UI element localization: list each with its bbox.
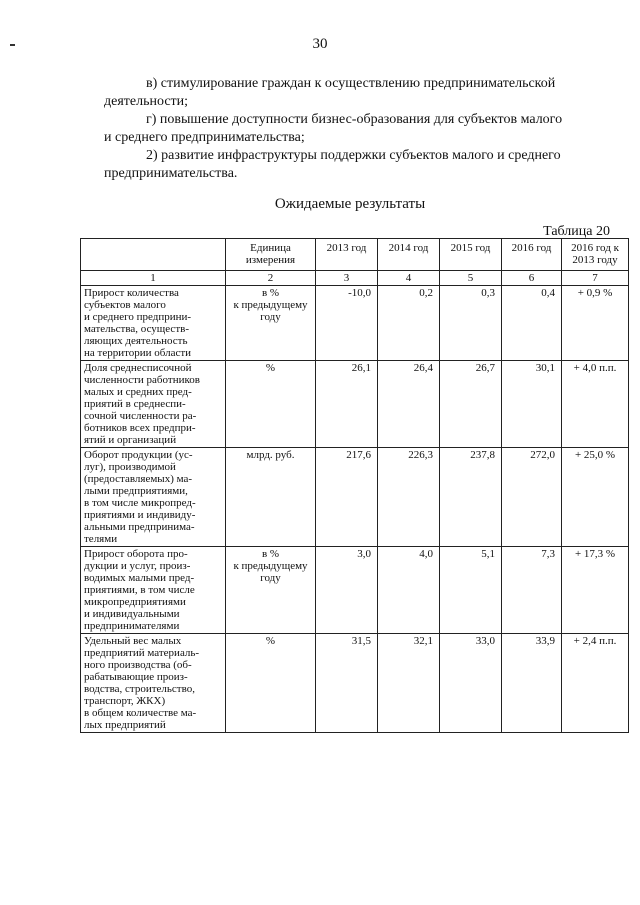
indicator-name-line: дукции и услуг, произ- bbox=[84, 560, 191, 572]
indicator-name-line: микропредприятиями bbox=[84, 596, 186, 608]
indicator-name-line: мательства, осуществ- bbox=[84, 323, 189, 335]
column-number: 5 bbox=[440, 271, 502, 286]
indicator-name-line: в общем количестве ма- bbox=[84, 707, 197, 719]
indicator-name-line: (предоставляемых) ма- bbox=[84, 473, 193, 485]
unit-line: в % bbox=[261, 548, 280, 560]
table-header-row bbox=[81, 239, 629, 271]
paragraph-line: деятельности; bbox=[104, 94, 189, 109]
indicator-name-line: субъектов малого bbox=[84, 299, 166, 311]
column-number: 2 bbox=[226, 271, 316, 286]
value-2013-cell: 26,1 bbox=[316, 361, 378, 448]
table-label: Таблица 20 bbox=[543, 224, 610, 239]
header-cell-2015: 2015 год bbox=[440, 239, 502, 271]
value-2014-cell: 4,0 bbox=[378, 547, 440, 634]
unit-line: году bbox=[260, 572, 281, 584]
column-number: 3 bbox=[316, 271, 378, 286]
indicator-name-cell bbox=[81, 286, 226, 361]
value-2015-cell: 237,8 bbox=[440, 448, 502, 547]
section-title: Ожидаемые результаты bbox=[274, 196, 426, 212]
table-row bbox=[81, 286, 629, 361]
indicator-name-line: ятий и организаций bbox=[84, 434, 177, 446]
indicator-name-line: ляющих деятельность bbox=[84, 335, 188, 347]
results-table bbox=[80, 238, 629, 733]
change-cell: + 25,0 % bbox=[562, 448, 629, 547]
indicator-name-cell bbox=[81, 634, 226, 733]
change-cell: + 2,4 п.п. bbox=[562, 634, 629, 733]
indicator-name-line: Доля среднесписочной bbox=[84, 362, 192, 374]
indicator-name-line: Прирост оборота про- bbox=[84, 548, 188, 560]
paragraph-line: и среднего предпринимательства; bbox=[104, 130, 305, 145]
indicator-name-cell bbox=[81, 448, 226, 547]
value-2015-cell: 33,0 bbox=[440, 634, 502, 733]
unit-cell bbox=[226, 286, 316, 361]
indicator-name-line: предпринимателями bbox=[84, 620, 180, 632]
value-2016-cell: 0,4 bbox=[502, 286, 562, 361]
header-cell-2013: 2013 год bbox=[316, 239, 378, 271]
value-2016-cell: 30,1 bbox=[502, 361, 562, 448]
header-cell-change: 2016 год к 2013 году bbox=[562, 239, 629, 271]
indicator-name-cell bbox=[81, 361, 226, 448]
table-number-row bbox=[81, 271, 629, 286]
change-cell: + 17,3 % bbox=[562, 547, 629, 634]
unit-line: к предыдущему bbox=[233, 560, 308, 572]
paragraph-v bbox=[104, 75, 604, 111]
unit-line: млрд. руб. bbox=[246, 449, 295, 461]
paragraph-line: предпринимательства. bbox=[104, 166, 238, 181]
indicator-name-line: ного производства (об- bbox=[84, 659, 192, 671]
table-row bbox=[81, 448, 629, 547]
indicator-name-line: альными предпринима- bbox=[84, 521, 195, 533]
unit-line: в % bbox=[261, 287, 280, 299]
value-2016-cell: 7,3 bbox=[502, 547, 562, 634]
indicator-name-line: и индивидуальными bbox=[84, 608, 180, 620]
column-number: 1 bbox=[81, 271, 226, 286]
value-2013-cell: 3,0 bbox=[316, 547, 378, 634]
indicator-name-line: на территории области bbox=[84, 347, 192, 359]
indicator-name-line: водимых малыми пред- bbox=[84, 572, 195, 584]
unit-line: году bbox=[260, 311, 281, 323]
value-2013-cell: 217,6 bbox=[316, 448, 378, 547]
paragraph-g bbox=[104, 111, 604, 147]
indicator-name-line: Прирост количества bbox=[84, 287, 179, 299]
header-cell-2016: 2016 год bbox=[502, 239, 562, 271]
indicator-name-line: Удельный вес малых bbox=[84, 635, 182, 647]
header-cell-indicator bbox=[81, 239, 226, 271]
unit-line: % bbox=[265, 362, 276, 374]
indicator-name-line: в том числе микропред- bbox=[84, 497, 196, 509]
indicator-name-line: лых предприятий bbox=[84, 719, 166, 731]
indicator-name-line: приятий в среднеспи- bbox=[84, 398, 186, 410]
page-number: 30 bbox=[312, 36, 328, 52]
table-row bbox=[81, 547, 629, 634]
value-2013-cell: 31,5 bbox=[316, 634, 378, 733]
indicator-name-line: транспорт, ЖКХ) bbox=[84, 695, 166, 707]
indicator-name-line: малых и средних пред- bbox=[84, 386, 192, 398]
value-2015-cell: 26,7 bbox=[440, 361, 502, 448]
change-cell: + 4,0 п.п. bbox=[562, 361, 629, 448]
indicator-name-line: водства, строительство, bbox=[84, 683, 195, 695]
indicator-name-line: и среднего предприни- bbox=[84, 311, 192, 323]
header-cell-unit: Единица измерения bbox=[226, 239, 316, 271]
value-2014-cell: 26,4 bbox=[378, 361, 440, 448]
value-2014-cell: 0,2 bbox=[378, 286, 440, 361]
indicator-name-line: Оборот продукции (ус- bbox=[84, 449, 193, 461]
table-row bbox=[81, 634, 629, 733]
unit-cell bbox=[226, 547, 316, 634]
paragraph-2 bbox=[104, 147, 604, 183]
indicator-name-line: предприятий материаль- bbox=[84, 647, 200, 659]
unit-line: к предыдущему bbox=[233, 299, 308, 311]
indicator-name-line: приятиями и индивиду- bbox=[84, 509, 196, 521]
unit-cell bbox=[226, 448, 316, 547]
value-2014-cell: 226,3 bbox=[378, 448, 440, 547]
indicator-name-line: приятиями, в том числе bbox=[84, 584, 195, 596]
indicator-name-line: ботников всех предпри- bbox=[84, 422, 196, 434]
indicator-name-line: телями bbox=[84, 533, 118, 545]
value-2016-cell: 272,0 bbox=[502, 448, 562, 547]
indicator-name-cell bbox=[81, 547, 226, 634]
indicator-name-line: численности работников bbox=[84, 374, 200, 386]
paragraph-line: в) стимулирование граждан к осуществлению предпринимательской bbox=[146, 76, 556, 91]
paragraph-line: 2) развитие инфраструктуры поддержки субъектов малого и среднего bbox=[146, 148, 561, 163]
table-row bbox=[81, 361, 629, 448]
value-2015-cell: 5,1 bbox=[440, 547, 502, 634]
indicator-name-line: сочной численности ра- bbox=[84, 410, 197, 422]
unit-cell bbox=[226, 634, 316, 733]
indicator-name-line: лыми предприятиями, bbox=[84, 485, 188, 497]
value-2016-cell: 33,9 bbox=[502, 634, 562, 733]
value-2013-cell: -10,0 bbox=[316, 286, 378, 361]
header-cell-2014: 2014 год bbox=[378, 239, 440, 271]
paragraph-line: г) повышение доступности бизнес-образования для субъектов малого bbox=[146, 112, 563, 127]
indicator-name-line: рабатывающие произ- bbox=[84, 671, 188, 683]
column-number: 4 bbox=[378, 271, 440, 286]
column-number: 7 bbox=[562, 271, 629, 286]
unit-cell bbox=[226, 361, 316, 448]
column-number: 6 bbox=[502, 271, 562, 286]
value-2014-cell: 32,1 bbox=[378, 634, 440, 733]
unit-line: % bbox=[265, 635, 276, 647]
change-cell: + 0,9 % bbox=[562, 286, 629, 361]
value-2015-cell: 0,3 bbox=[440, 286, 502, 361]
indicator-name-line: луг), производимой bbox=[84, 461, 176, 473]
